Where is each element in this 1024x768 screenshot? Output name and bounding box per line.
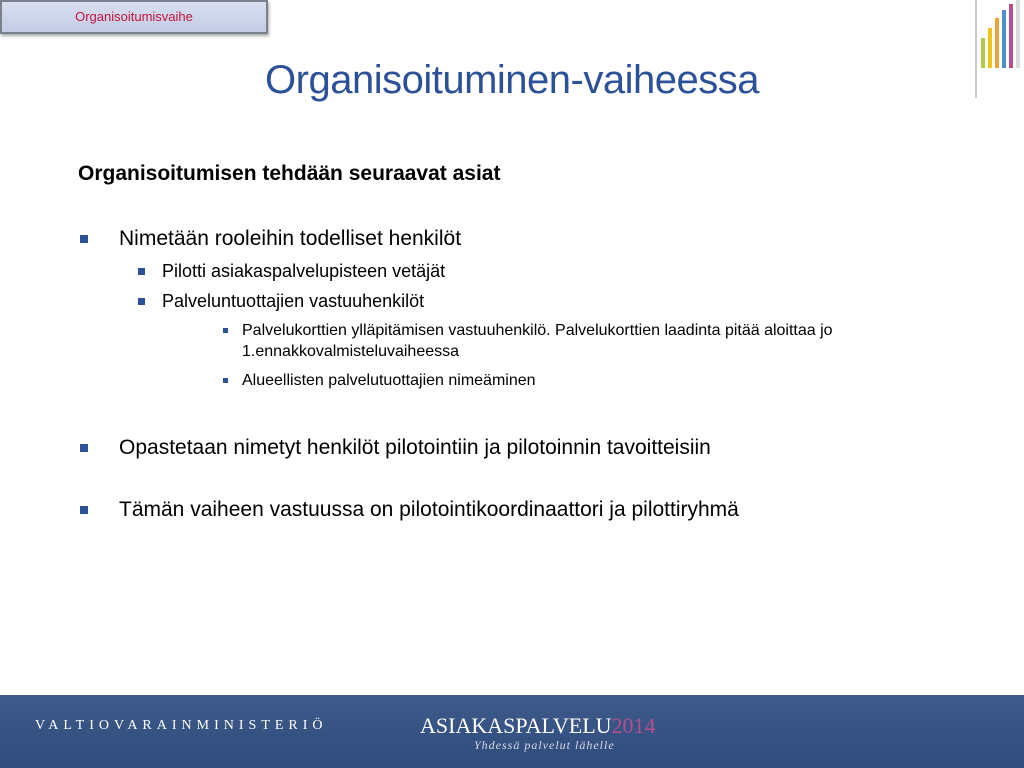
phase-tag-label: Organisoitumisvaihe (75, 9, 193, 24)
brand-name: ASIAKASPALVELU (420, 713, 612, 738)
slide-content (78, 162, 958, 523)
square-bullet-icon (223, 378, 228, 383)
square-bullet-icon (223, 328, 228, 333)
square-bullet-icon (80, 235, 88, 243)
phase-tag (0, 0, 268, 34)
brand-tagline: Yhdessä palvelut lähelle (474, 738, 615, 752)
list-item (78, 226, 958, 391)
list-item (138, 290, 958, 391)
list-item-text: Opastetaan nimetyt henkilöt pilotointiin ja pilotoinnin tavoitteisiin (119, 436, 711, 459)
page-title: Organisoituminen-vaiheessa (265, 58, 759, 102)
list-item (223, 370, 932, 391)
ministry-name: VALTIOVARAINMINISTERIÖ (35, 718, 328, 733)
sub-sub-list (162, 320, 958, 391)
list-item-text: Palvelukorttien ylläpitämisen vastuuhenkilö. Palvelukorttien laadinta pitää aloittaa jo 1.ennakkovalmisteluvaiheessa (242, 322, 833, 360)
bullet-list (78, 226, 958, 523)
brand-logo (420, 713, 656, 739)
list-item (138, 260, 958, 282)
square-bullet-icon (80, 444, 88, 452)
list-item (78, 435, 958, 461)
square-bullet-icon (138, 298, 145, 305)
square-bullet-icon (138, 268, 145, 275)
square-bullet-icon (80, 506, 88, 514)
list-item-text: Pilotti asiakaspalvelupisteen vetäjät (162, 261, 446, 281)
list-item-text: Palveluntuottajien vastuuhenkilöt (162, 291, 425, 311)
list-item (78, 497, 958, 523)
sub-list (119, 260, 958, 391)
list-item (223, 320, 932, 362)
subtitle: Organisoitumisen tehdään seuraavat asiat (78, 162, 501, 185)
list-item-text: Nimetään rooleihin todelliset henkilöt (119, 227, 462, 250)
list-item-text: Alueellisten palvelutuottajien nimeäminen (242, 372, 536, 389)
list-item-text: Tämän vaiheen vastuussa on pilotointikoordinaattori ja pilottiryhmä (119, 498, 739, 521)
footer-bar (0, 695, 1024, 768)
brand-year: 2014 (611, 713, 656, 738)
